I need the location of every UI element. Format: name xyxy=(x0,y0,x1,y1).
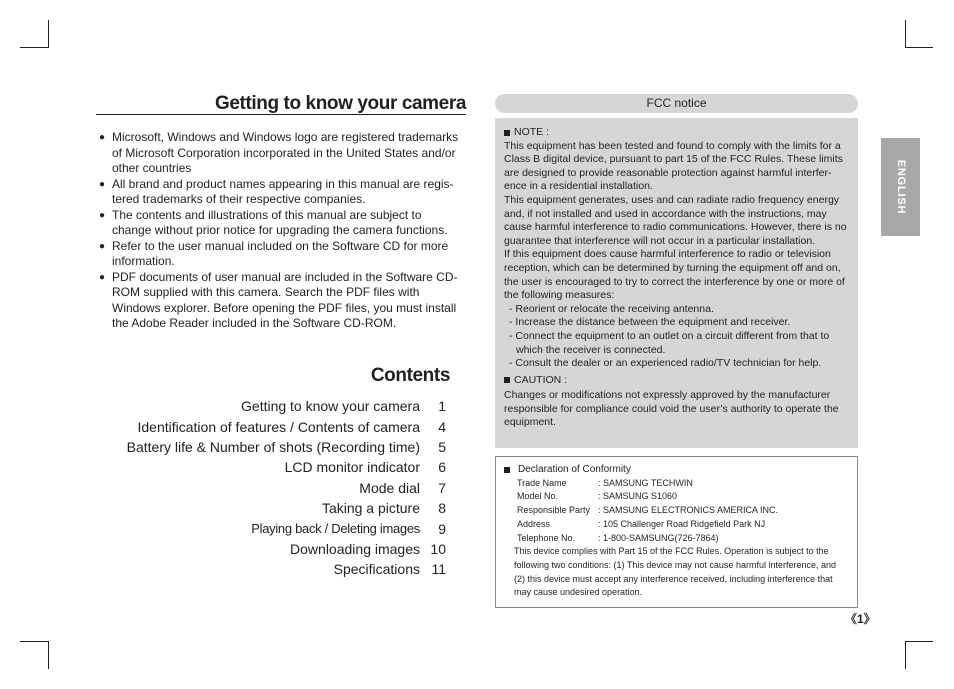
table-row xyxy=(517,490,778,504)
toc-page: 7 xyxy=(438,479,446,496)
fcc-measure: - Reorient or relocate the receiving antenna. xyxy=(509,302,714,315)
toc-label: Taking a picture xyxy=(321,500,420,517)
square-bullet-icon xyxy=(504,130,510,136)
list-item xyxy=(96,208,461,239)
list-item xyxy=(96,177,461,208)
caution-label: CAUTION : xyxy=(514,373,568,386)
bullet-icon: ● xyxy=(99,240,106,252)
list-item xyxy=(96,130,461,177)
declaration-of-conformity-box xyxy=(495,456,858,608)
table-row xyxy=(517,477,778,491)
caution-text: Changes or modifications not expressly approved by the manufacturer responsible for compliance could void the user’s authority to operate the equipment. xyxy=(504,389,839,429)
page-title: Getting to know your camera xyxy=(214,93,466,114)
table-of-contents xyxy=(96,396,446,580)
language-label: ENGLISH xyxy=(894,159,907,215)
toc-label: LCD monitor indicator xyxy=(284,459,420,476)
toc-entry[interactable] xyxy=(96,498,446,518)
crop-mark-tr-h xyxy=(905,47,933,48)
table-row xyxy=(517,518,778,532)
bullet-text: Microsoft, Windows and Windows logo are registered trademarks of Microsoft Corporation incorporated in the United States and/or other countries xyxy=(112,130,459,175)
toc-label: Mode dial xyxy=(359,479,420,496)
crop-mark-br-v xyxy=(905,641,906,669)
toc-entry[interactable] xyxy=(96,539,446,559)
toc-label: Identification of features / Contents of camera xyxy=(137,418,420,435)
title-underline xyxy=(96,114,466,115)
note-label: NOTE : xyxy=(514,126,550,138)
crop-mark-tr-v xyxy=(905,20,906,48)
toc-page: 11 xyxy=(431,561,446,578)
square-bullet-icon xyxy=(504,377,510,383)
fcc-notice-header: FCC notice xyxy=(495,94,858,113)
toc-label: Battery life & Number of shots (Recording time) xyxy=(126,438,420,455)
declaration-heading xyxy=(504,463,849,477)
bullet-text: Refer to the user manual included on the Software CD for more information. xyxy=(112,238,449,268)
fcc-paragraph: If this equipment does cause harmful interference to radio or television reception, which can be determined by turning the equipment off and on, the user is encouraged to try to correct the interference by one or more of the following measures: xyxy=(504,248,845,302)
toc-label: Playing back / Deleting images xyxy=(251,521,420,537)
fcc-paragraph: This equipment has been tested and found to comply with the limits for a Class B digital device, pursuant to part 15 of the FCC Rules. These limits are designed to provide reasonable protection against harmful interfer- ence in a residential installation. xyxy=(504,139,843,193)
table-row xyxy=(517,504,778,518)
trademark-bullet-list xyxy=(96,130,461,332)
crop-mark-tl-h xyxy=(20,47,48,48)
declaration-value: : 105 Challenger Road Ridgefield Park NJ xyxy=(598,518,766,529)
fcc-measure: - Increase the distance between the equipment and receiver. xyxy=(509,316,791,329)
toc-label: Specifications xyxy=(333,561,420,578)
language-tab xyxy=(881,138,920,236)
declaration-table xyxy=(517,477,778,546)
toc-label: Downloading images xyxy=(290,540,420,557)
page-number: 《1》 xyxy=(845,612,876,626)
declaration-key: Telephone No. xyxy=(517,532,576,543)
toc-page: 5 xyxy=(438,438,446,455)
declaration-value: : 1-800-SAMSUNG(726-7864) xyxy=(598,532,719,543)
fcc-measure: - Consult the dealer or an experienced radio/TV technician for help. xyxy=(509,357,822,370)
note-heading xyxy=(504,126,854,140)
toc-entry[interactable] xyxy=(96,518,446,538)
fcc-measure: which the receiver is connected. xyxy=(516,343,666,356)
declaration-key: Model No. xyxy=(517,491,559,502)
crop-mark-br-h xyxy=(905,641,933,642)
toc-page: 1 xyxy=(438,398,446,415)
toc-entry[interactable] xyxy=(96,457,446,477)
toc-entry[interactable] xyxy=(96,396,446,416)
declaration-key: Address xyxy=(517,518,551,529)
fcc-notice-panel xyxy=(495,118,858,448)
bullet-text: PDF documents of user manual are included in the Software CD-ROM supplied with this camera. Search the PDF files with Windows explorer. Before opening the PDF files, you must install the Adobe Reader included in the Software CD-ROM. xyxy=(112,269,458,330)
declaration-key: Trade Name xyxy=(517,477,567,488)
bullet-icon: ● xyxy=(99,271,106,283)
crop-mark-tl-v xyxy=(48,20,49,48)
bullet-icon: ● xyxy=(99,132,106,143)
list-item xyxy=(96,239,461,270)
bullet-text: All brand and product names appearing in this manual are regis- tered trademarks of their respective companies. xyxy=(112,176,454,206)
declaration-note: This device complies with Part 15 of the FCC Rules. Operation is subject to the following two conditions: (1) This device may not cause harmful interference, and (2) this device must accept any interference received, including interference that may cause undesired operation. xyxy=(514,546,836,598)
table-row xyxy=(517,532,778,546)
caution-heading xyxy=(504,374,854,388)
crop-mark-bl-v xyxy=(48,641,49,669)
square-bullet-icon xyxy=(504,467,510,473)
fcc-measure: - Connect the equipment to an outlet on a circuit different from that to xyxy=(509,329,830,342)
toc-entry[interactable] xyxy=(96,416,446,436)
toc-page: 10 xyxy=(430,540,446,557)
crop-mark-bl-h xyxy=(20,641,48,642)
contents-title: Contents xyxy=(370,365,450,386)
fcc-paragraph: This equipment generates, uses and can radiate radio frequency energy and, if not installed and used in accordance with the instructions, may cause harmful interference to radio communications. However, there is no guarantee that interference will not occur in a particular installation. xyxy=(504,193,847,247)
toc-page: 4 xyxy=(438,418,446,435)
declaration-value: : SAMSUNG TECHWIN xyxy=(598,477,693,488)
toc-label: Getting to know your camera xyxy=(241,398,420,415)
declaration-key: Responsible Party xyxy=(517,505,591,516)
toc-entry[interactable] xyxy=(96,478,446,498)
toc-page: 9 xyxy=(438,520,446,537)
toc-page: 6 xyxy=(438,459,446,476)
declaration-title: Declaration of Conformity xyxy=(518,464,631,475)
bullet-icon: ● xyxy=(99,209,106,221)
declaration-value: : SAMSUNG ELECTRONICS AMERICA INC. xyxy=(598,505,779,516)
toc-page: 8 xyxy=(438,500,446,517)
toc-entry[interactable] xyxy=(96,437,446,457)
list-item xyxy=(96,270,461,332)
toc-entry[interactable] xyxy=(96,559,446,579)
declaration-value: : SAMSUNG S1060 xyxy=(598,491,678,502)
bullet-text: The contents and illustrations of this manual are subject to change without prior notice for upgrading the camera functions. xyxy=(112,207,448,237)
bullet-icon: ● xyxy=(99,178,106,190)
